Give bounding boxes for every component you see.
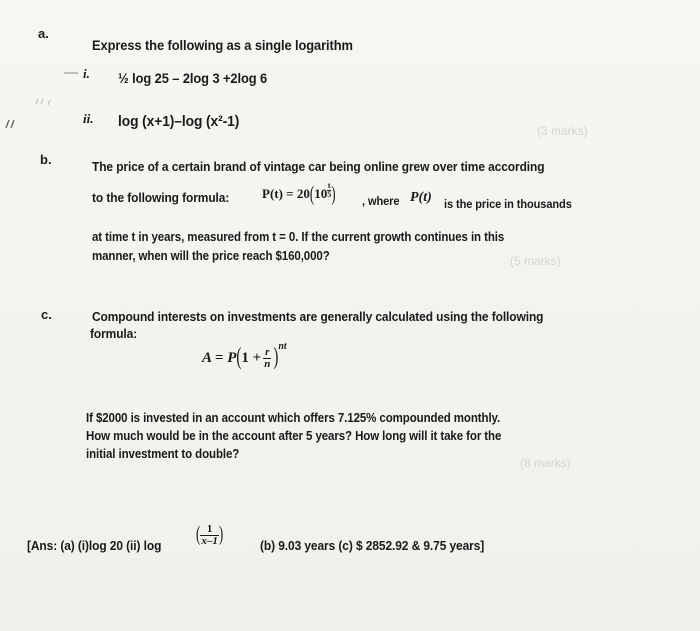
formula-c-close-paren: ) (273, 344, 279, 371)
question-c-line-2: formula: (90, 326, 138, 341)
margin-scribbles (0, 90, 70, 140)
question-b-formula (262, 181, 336, 206)
question-b-label: b. (40, 152, 52, 167)
question-b-line-3: at time t in years, measured from t = 0. If the current growth continues in this (92, 230, 505, 244)
answer-prefix: [Ans: (a) (i)log 20 (ii) log (27, 538, 162, 553)
question-a-label: a. (38, 26, 49, 41)
formula-open-paren: ( (309, 181, 315, 206)
question-a-part-ii-label: ii. (83, 111, 94, 126)
faint-marks-1: (3 marks) (537, 124, 588, 138)
formula-close-paren: ) (331, 181, 336, 206)
formula-lhs: P(t) = 20 (262, 186, 310, 201)
question-a-part-i-label: i. (83, 66, 90, 81)
question-a-prompt: Express the following as a single logarithm (92, 37, 353, 53)
question-b-line-2-suffix-end: is the price in thousands (444, 197, 572, 211)
question-b-line-4: manner, when will the price reach $160,000? (92, 249, 330, 263)
formula-c-lhs: A = P (202, 349, 237, 366)
question-b-line-2-suffix-math: P(t) (410, 190, 432, 205)
faint-marks-3: (8 marks) (520, 456, 571, 470)
formula-c-exponent: nt (278, 341, 287, 352)
answer-log-fraction: ( $\frac{1}{x-1}$ ) (196, 521, 224, 547)
faint-marks-2: (5 marks) (510, 254, 561, 268)
formula-exponent: t 5 (327, 181, 332, 199)
question-a-part-ii-expression: log (x+1)–log (x²-1) (118, 113, 240, 130)
question-a-part-i-expression: ½ log 25 – 2log 3 +2log 6 (118, 70, 268, 86)
question-c-formula (202, 341, 287, 371)
question-c-label: c. (41, 307, 52, 322)
question-b-line-2-suffix: , where (362, 194, 400, 208)
formula-c-open-paren: ( (236, 344, 242, 371)
question-c-line-3: If $2000 is invested in an account which offers 7.125% compounded monthly. (86, 411, 501, 425)
formula-base: 10 (314, 186, 328, 201)
question-c-line-5: initial investment to double? (86, 447, 240, 461)
question-b-line-2-prefix: to the following formula: (92, 190, 230, 205)
answer-suffix: (b) 9.03 years (c) $ 2852.92 & 9.75 years] (260, 538, 485, 553)
question-c-line-1: Compound interests on investments are generally calculated using the following (92, 309, 544, 324)
question-c-line-4: How much would be in the account after 5 years? How long will it take for the (86, 429, 502, 443)
formula-c-fraction: $\frac{r}{n}$ (264, 346, 271, 370)
formula-c-one: 1 + (241, 349, 262, 366)
question-b-line-1: The price of a certain brand of vintage car being online grew over time according (92, 159, 545, 174)
arrow-mark-icon (63, 68, 81, 78)
